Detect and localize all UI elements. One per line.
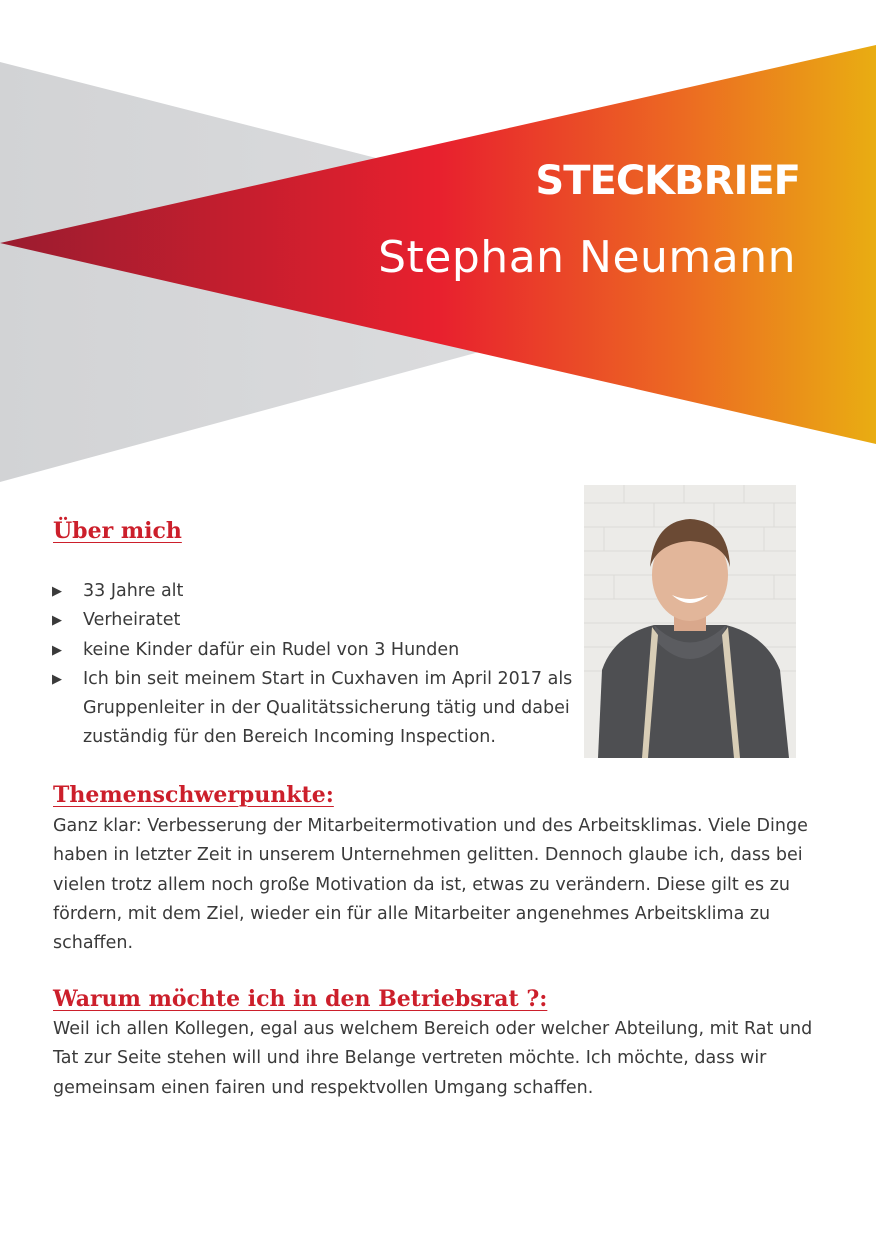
focus-heading: Themenschwerpunkte: [53,782,334,808]
bullet-triangle-icon: ▶ [52,671,62,687]
why-text: Weil ich allen Kollegen, egal aus welchem Bereich oder welcher Abteilung, mit Rat und Tat zur Seite stehen will und ihre Belange vertreten möchte. Ich möchte, dass wir gemeinsam einen fairen und respektvollen Umgang schaffen. [53,1019,813,1098]
about-heading: Über mich [53,518,182,544]
list-item: ▶ keine Kinder dafür ein Rudel von 3 Hunden [52,636,582,665]
about-list [52,577,582,753]
list-item: ▶ Ich bin seit meinem Start in Cuxhaven im April 2017 als Gruppenleiter in der Qualitätssicherung tätig und dabei zuständig für den Bereich Incoming Inspection. [52,665,582,753]
portrait-photo [584,485,796,758]
list-item: ▶ Verheiratet [52,606,582,635]
steckbrief-label: STECKBRIEF [535,158,800,204]
person-name: Stephan Neumann [378,232,796,283]
bullet-triangle-icon: ▶ [52,642,62,658]
why-heading: Warum möchte ich in den Betriebsrat ?: [53,986,548,1012]
focus-text: Ganz klar: Verbesserung der Mitarbeitermotivation und des Arbeitsklimas. Viele Dinge haben in letzter Zeit in unserem Unternehmen gelitten. Dennoch glaube ich, dass bei vielen trotz allem noch große Motivation da ist, etwas zu verändern. Diese gilt es zu fördern, mit dem Ziel, wieder ein für alle Mitarbeiter angenehmes Arbeitsklima zu schaffen. [53,816,808,954]
bullet-triangle-icon: ▶ [52,584,62,599]
bullet-triangle-icon: ▶ [52,613,62,629]
list-item: ▶ 33 Jahre alt [52,577,582,606]
